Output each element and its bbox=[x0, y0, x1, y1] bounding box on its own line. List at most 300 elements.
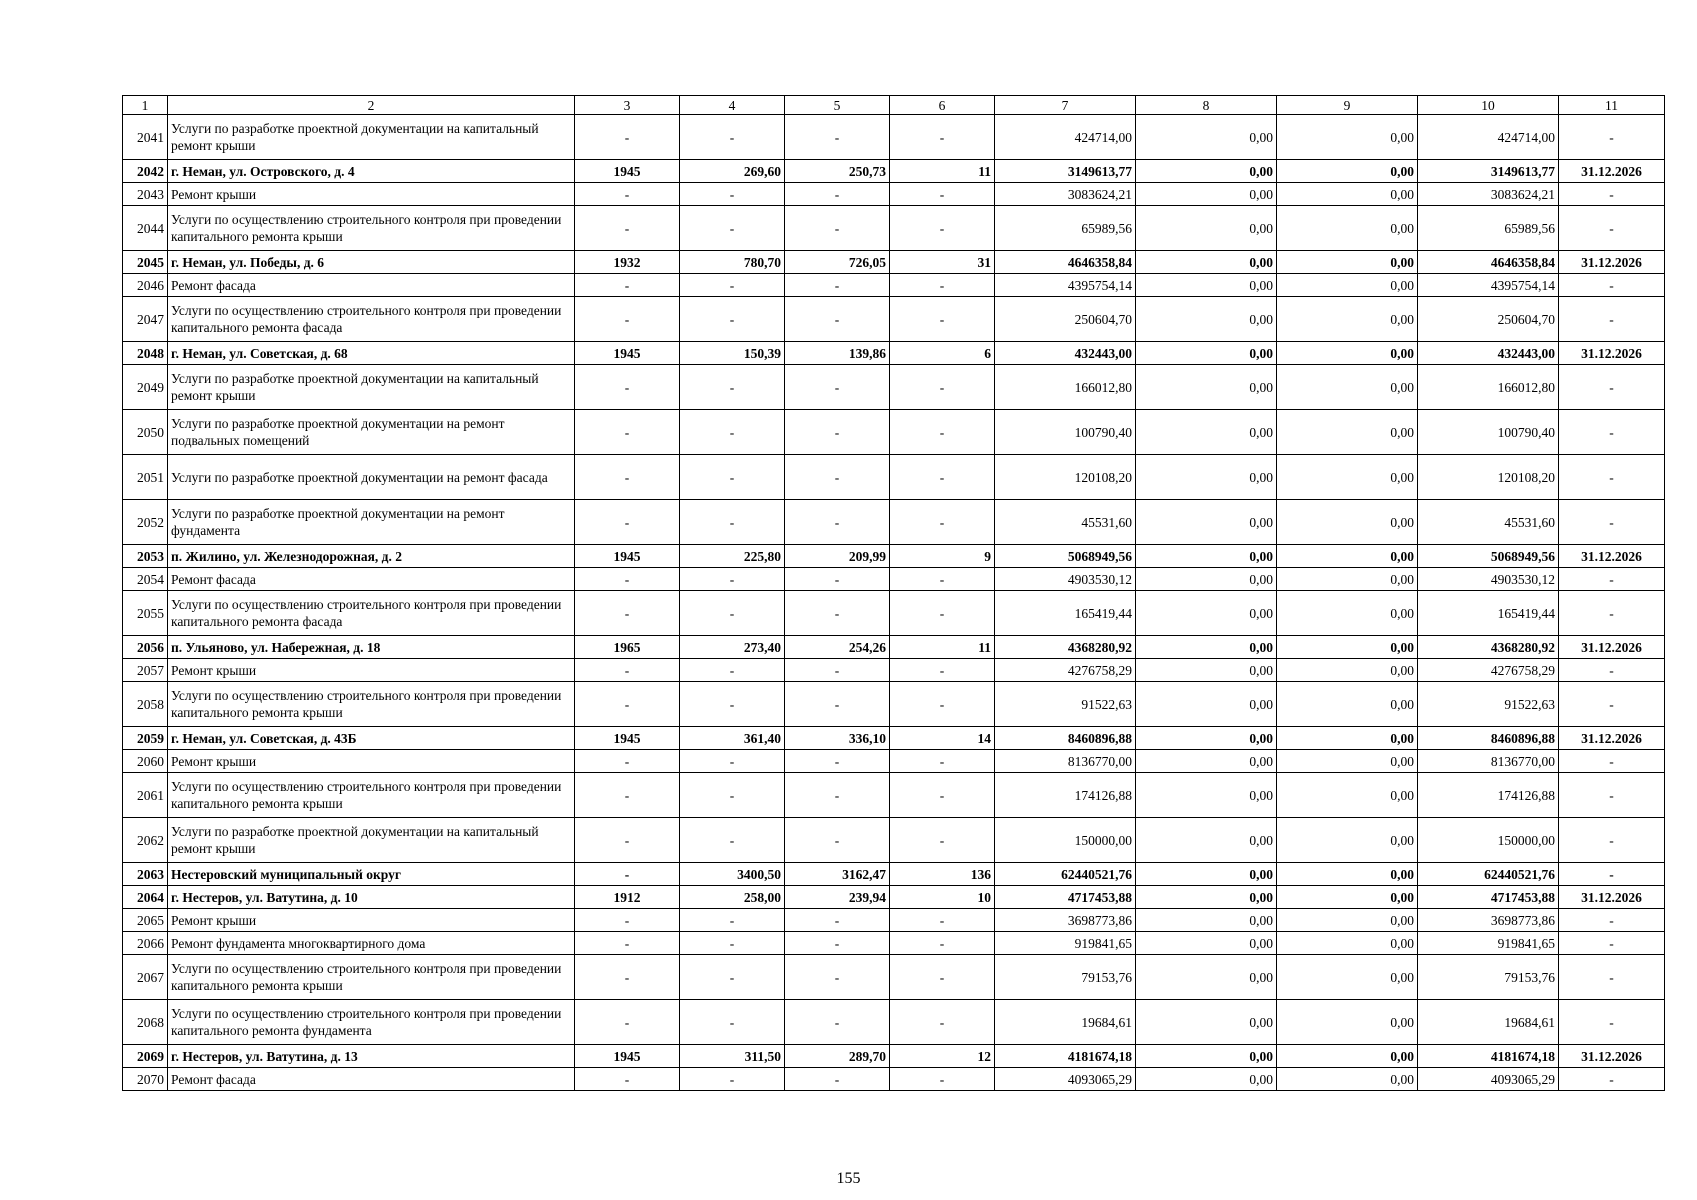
cell-owner-cost: 0,00 bbox=[1277, 773, 1418, 818]
table-row bbox=[123, 274, 1665, 297]
cell-residents: - bbox=[890, 206, 995, 251]
cell-fund-cost: 0,00 bbox=[1136, 365, 1277, 410]
cell-living-area: 726,05 bbox=[785, 251, 890, 274]
cell-residents: 11 bbox=[890, 636, 995, 659]
cell-total-area: 150,39 bbox=[680, 342, 785, 365]
cell-residents: 11 bbox=[890, 160, 995, 183]
table-row bbox=[123, 750, 1665, 773]
header-cell-completion-date: 11 bbox=[1559, 96, 1665, 115]
cell-residents: - bbox=[890, 500, 995, 545]
table-row bbox=[123, 773, 1665, 818]
table-row bbox=[123, 909, 1665, 932]
cell-total-cost-sum: 4395754,14 bbox=[1418, 274, 1559, 297]
cell-completion-date: - bbox=[1559, 750, 1665, 773]
cell-row-number: 2046 bbox=[123, 274, 168, 297]
cell-work-name: Услуги по осуществлению строительного контроля при проведении капитального ремонта крыши bbox=[168, 773, 575, 818]
cell-total-cost: 424714,00 bbox=[995, 115, 1136, 160]
table-row bbox=[123, 1000, 1665, 1045]
cell-residents: - bbox=[890, 274, 995, 297]
cell-living-area: - bbox=[785, 297, 890, 342]
cell-completion-date: 31.12.2026 bbox=[1559, 636, 1665, 659]
cell-living-area: - bbox=[785, 932, 890, 955]
cell-total-cost: 4276758,29 bbox=[995, 659, 1136, 682]
cell-work-name: Нестеровский муниципальный округ bbox=[168, 863, 575, 886]
cell-fund-cost: 0,00 bbox=[1136, 750, 1277, 773]
cell-living-area: 239,94 bbox=[785, 886, 890, 909]
cell-owner-cost: 0,00 bbox=[1277, 274, 1418, 297]
cell-row-number: 2044 bbox=[123, 206, 168, 251]
cell-completion-date: 31.12.2026 bbox=[1559, 886, 1665, 909]
cell-total-cost-sum: 424714,00 bbox=[1418, 115, 1559, 160]
cell-year-built: - bbox=[575, 183, 680, 206]
cell-living-area: - bbox=[785, 1068, 890, 1091]
register-table bbox=[122, 95, 1665, 1091]
cell-work-name: Услуги по осуществлению строительного контроля при проведении капитального ремонта крыши bbox=[168, 206, 575, 251]
cell-row-number: 2055 bbox=[123, 591, 168, 636]
cell-total-cost: 150000,00 bbox=[995, 818, 1136, 863]
cell-living-area: - bbox=[785, 274, 890, 297]
cell-total-cost-sum: 4276758,29 bbox=[1418, 659, 1559, 682]
cell-completion-date: - bbox=[1559, 818, 1665, 863]
cell-year-built: - bbox=[575, 115, 680, 160]
cell-owner-cost: 0,00 bbox=[1277, 115, 1418, 160]
cell-total-cost: 165419,44 bbox=[995, 591, 1136, 636]
cell-owner-cost: 0,00 bbox=[1277, 206, 1418, 251]
cell-owner-cost: 0,00 bbox=[1277, 455, 1418, 500]
cell-year-built: - bbox=[575, 297, 680, 342]
cell-completion-date: - bbox=[1559, 591, 1665, 636]
cell-fund-cost: 0,00 bbox=[1136, 863, 1277, 886]
cell-living-area: - bbox=[785, 115, 890, 160]
cell-completion-date: 31.12.2026 bbox=[1559, 1045, 1665, 1068]
cell-work-name: п. Ульяново, ул. Набережная, д. 18 bbox=[168, 636, 575, 659]
header-cell-owner-cost: 9 bbox=[1277, 96, 1418, 115]
cell-completion-date: - bbox=[1559, 297, 1665, 342]
cell-owner-cost: 0,00 bbox=[1277, 297, 1418, 342]
cell-living-area: 209,99 bbox=[785, 545, 890, 568]
cell-total-cost-sum: 3698773,86 bbox=[1418, 909, 1559, 932]
cell-living-area: 254,26 bbox=[785, 636, 890, 659]
cell-living-area: - bbox=[785, 773, 890, 818]
header-cell-living-area: 5 bbox=[785, 96, 890, 115]
cell-owner-cost: 0,00 bbox=[1277, 500, 1418, 545]
cell-total-cost-sum: 4717453,88 bbox=[1418, 886, 1559, 909]
cell-residents: - bbox=[890, 1068, 995, 1091]
cell-work-name: п. Жилино, ул. Железнодорожная, д. 2 bbox=[168, 545, 575, 568]
cell-owner-cost: 0,00 bbox=[1277, 659, 1418, 682]
cell-work-name: г. Неман, ул. Победы, д. 6 bbox=[168, 251, 575, 274]
cell-total-cost: 250604,70 bbox=[995, 297, 1136, 342]
cell-living-area: - bbox=[785, 955, 890, 1000]
cell-row-number: 2059 bbox=[123, 727, 168, 750]
cell-living-area: - bbox=[785, 365, 890, 410]
cell-residents: - bbox=[890, 183, 995, 206]
cell-living-area: 336,10 bbox=[785, 727, 890, 750]
cell-total-cost: 62440521,76 bbox=[995, 863, 1136, 886]
cell-living-area: - bbox=[785, 455, 890, 500]
cell-row-number: 2068 bbox=[123, 1000, 168, 1045]
cell-row-number: 2053 bbox=[123, 545, 168, 568]
cell-total-cost: 8460896,88 bbox=[995, 727, 1136, 750]
cell-living-area: - bbox=[785, 591, 890, 636]
cell-fund-cost: 0,00 bbox=[1136, 410, 1277, 455]
cell-total-area: - bbox=[680, 818, 785, 863]
cell-completion-date: - bbox=[1559, 455, 1665, 500]
cell-owner-cost: 0,00 bbox=[1277, 342, 1418, 365]
cell-work-name: г. Неман, ул. Советская, д. 43Б bbox=[168, 727, 575, 750]
cell-work-name: Ремонт фасада bbox=[168, 568, 575, 591]
cell-total-cost-sum: 120108,20 bbox=[1418, 455, 1559, 500]
cell-owner-cost: 0,00 bbox=[1277, 909, 1418, 932]
cell-completion-date: - bbox=[1559, 932, 1665, 955]
table-row bbox=[123, 365, 1665, 410]
cell-owner-cost: 0,00 bbox=[1277, 682, 1418, 727]
cell-completion-date: - bbox=[1559, 773, 1665, 818]
cell-year-built: - bbox=[575, 773, 680, 818]
cell-total-area: - bbox=[680, 932, 785, 955]
cell-completion-date: 31.12.2026 bbox=[1559, 545, 1665, 568]
table-row bbox=[123, 727, 1665, 750]
cell-owner-cost: 0,00 bbox=[1277, 365, 1418, 410]
table-row bbox=[123, 160, 1665, 183]
cell-fund-cost: 0,00 bbox=[1136, 932, 1277, 955]
cell-fund-cost: 0,00 bbox=[1136, 682, 1277, 727]
cell-total-area: - bbox=[680, 274, 785, 297]
table-row bbox=[123, 955, 1665, 1000]
cell-year-built: - bbox=[575, 659, 680, 682]
cell-row-number: 2061 bbox=[123, 773, 168, 818]
cell-year-built: - bbox=[575, 455, 680, 500]
cell-living-area: - bbox=[785, 568, 890, 591]
cell-row-number: 2049 bbox=[123, 365, 168, 410]
cell-total-area: - bbox=[680, 206, 785, 251]
cell-total-cost: 432443,00 bbox=[995, 342, 1136, 365]
cell-residents: - bbox=[890, 955, 995, 1000]
cell-work-name: Услуги по осуществлению строительного контроля при проведении капитального ремонта фасада bbox=[168, 297, 575, 342]
header-cell-total-cost: 7 bbox=[995, 96, 1136, 115]
cell-owner-cost: 0,00 bbox=[1277, 863, 1418, 886]
cell-total-area: - bbox=[680, 750, 785, 773]
cell-total-area: 361,40 bbox=[680, 727, 785, 750]
cell-fund-cost: 0,00 bbox=[1136, 659, 1277, 682]
cell-total-cost-sum: 79153,76 bbox=[1418, 955, 1559, 1000]
cell-total-cost-sum: 250604,70 bbox=[1418, 297, 1559, 342]
cell-living-area: - bbox=[785, 410, 890, 455]
table-row bbox=[123, 659, 1665, 682]
table-row bbox=[123, 886, 1665, 909]
cell-total-cost-sum: 62440521,76 bbox=[1418, 863, 1559, 886]
cell-completion-date: - bbox=[1559, 568, 1665, 591]
cell-total-cost: 166012,80 bbox=[995, 365, 1136, 410]
cell-residents: - bbox=[890, 909, 995, 932]
cell-work-name: Ремонт крыши bbox=[168, 183, 575, 206]
cell-row-number: 2050 bbox=[123, 410, 168, 455]
cell-total-cost: 100790,40 bbox=[995, 410, 1136, 455]
cell-total-cost-sum: 432443,00 bbox=[1418, 342, 1559, 365]
cell-total-area: - bbox=[680, 568, 785, 591]
cell-residents: 6 bbox=[890, 342, 995, 365]
table-row bbox=[123, 545, 1665, 568]
cell-work-name: Услуги по осуществлению строительного контроля при проведении капитального ремонта крыши bbox=[168, 955, 575, 1000]
cell-total-area: - bbox=[680, 410, 785, 455]
cell-total-cost: 174126,88 bbox=[995, 773, 1136, 818]
table-row bbox=[123, 500, 1665, 545]
cell-total-cost: 19684,61 bbox=[995, 1000, 1136, 1045]
cell-row-number: 2066 bbox=[123, 932, 168, 955]
cell-work-name: Услуги по разработке проектной документации на капитальный ремонт крыши bbox=[168, 115, 575, 160]
cell-living-area: - bbox=[785, 750, 890, 773]
cell-residents: - bbox=[890, 410, 995, 455]
cell-residents: - bbox=[890, 773, 995, 818]
cell-living-area: - bbox=[785, 818, 890, 863]
cell-residents: - bbox=[890, 455, 995, 500]
table-row bbox=[123, 636, 1665, 659]
cell-year-built: - bbox=[575, 750, 680, 773]
cell-total-area: - bbox=[680, 682, 785, 727]
cell-residents: 14 bbox=[890, 727, 995, 750]
cell-owner-cost: 0,00 bbox=[1277, 160, 1418, 183]
cell-total-cost-sum: 165419,44 bbox=[1418, 591, 1559, 636]
cell-total-cost-sum: 4646358,84 bbox=[1418, 251, 1559, 274]
cell-work-name: Услуги по осуществлению строительного контроля при проведении капитального ремонта фундамента bbox=[168, 1000, 575, 1045]
header-cell-row-number: 1 bbox=[123, 96, 168, 115]
cell-living-area: - bbox=[785, 206, 890, 251]
cell-row-number: 2054 bbox=[123, 568, 168, 591]
table-row bbox=[123, 863, 1665, 886]
cell-owner-cost: 0,00 bbox=[1277, 818, 1418, 863]
cell-year-built: - bbox=[575, 591, 680, 636]
cell-completion-date: - bbox=[1559, 1000, 1665, 1045]
cell-living-area: 289,70 bbox=[785, 1045, 890, 1068]
cell-year-built: 1965 bbox=[575, 636, 680, 659]
cell-living-area: - bbox=[785, 682, 890, 727]
cell-residents: - bbox=[890, 932, 995, 955]
table-row bbox=[123, 568, 1665, 591]
cell-fund-cost: 0,00 bbox=[1136, 342, 1277, 365]
cell-fund-cost: 0,00 bbox=[1136, 636, 1277, 659]
cell-total-cost-sum: 919841,65 bbox=[1418, 932, 1559, 955]
cell-fund-cost: 0,00 bbox=[1136, 206, 1277, 251]
cell-owner-cost: 0,00 bbox=[1277, 251, 1418, 274]
cell-living-area: - bbox=[785, 1000, 890, 1045]
cell-row-number: 2070 bbox=[123, 1068, 168, 1091]
cell-work-name: г. Неман, ул. Островского, д. 4 bbox=[168, 160, 575, 183]
cell-work-name: г. Неман, ул. Советская, д. 68 bbox=[168, 342, 575, 365]
cell-total-cost: 120108,20 bbox=[995, 455, 1136, 500]
cell-year-built: 1945 bbox=[575, 727, 680, 750]
cell-row-number: 2063 bbox=[123, 863, 168, 886]
cell-total-cost-sum: 91522,63 bbox=[1418, 682, 1559, 727]
cell-row-number: 2056 bbox=[123, 636, 168, 659]
cell-completion-date: - bbox=[1559, 500, 1665, 545]
cell-fund-cost: 0,00 bbox=[1136, 773, 1277, 818]
cell-total-area: - bbox=[680, 591, 785, 636]
cell-fund-cost: 0,00 bbox=[1136, 115, 1277, 160]
cell-row-number: 2041 bbox=[123, 115, 168, 160]
cell-residents: - bbox=[890, 682, 995, 727]
cell-total-area: - bbox=[680, 659, 785, 682]
cell-living-area: 3162,47 bbox=[785, 863, 890, 886]
cell-residents: - bbox=[890, 297, 995, 342]
cell-total-cost: 8136770,00 bbox=[995, 750, 1136, 773]
cell-completion-date: - bbox=[1559, 955, 1665, 1000]
cell-total-cost-sum: 8460896,88 bbox=[1418, 727, 1559, 750]
cell-living-area: 250,73 bbox=[785, 160, 890, 183]
cell-owner-cost: 0,00 bbox=[1277, 1045, 1418, 1068]
header-cell-fund-cost: 8 bbox=[1136, 96, 1277, 115]
cell-completion-date: - bbox=[1559, 410, 1665, 455]
cell-total-cost: 3698773,86 bbox=[995, 909, 1136, 932]
cell-row-number: 2052 bbox=[123, 500, 168, 545]
cell-fund-cost: 0,00 bbox=[1136, 545, 1277, 568]
cell-total-cost: 91522,63 bbox=[995, 682, 1136, 727]
cell-owner-cost: 0,00 bbox=[1277, 727, 1418, 750]
cell-year-built: - bbox=[575, 206, 680, 251]
cell-fund-cost: 0,00 bbox=[1136, 818, 1277, 863]
cell-row-number: 2069 bbox=[123, 1045, 168, 1068]
cell-row-number: 2042 bbox=[123, 160, 168, 183]
cell-work-name: г. Нестеров, ул. Ватутина, д. 10 bbox=[168, 886, 575, 909]
cell-total-cost: 5068949,56 bbox=[995, 545, 1136, 568]
cell-completion-date: - bbox=[1559, 206, 1665, 251]
cell-fund-cost: 0,00 bbox=[1136, 160, 1277, 183]
cell-row-number: 2051 bbox=[123, 455, 168, 500]
cell-year-built: - bbox=[575, 568, 680, 591]
cell-year-built: 1912 bbox=[575, 886, 680, 909]
table-row bbox=[123, 932, 1665, 955]
cell-total-cost: 4395754,14 bbox=[995, 274, 1136, 297]
cell-residents: - bbox=[890, 750, 995, 773]
cell-total-area: 3400,50 bbox=[680, 863, 785, 886]
cell-total-cost-sum: 4181674,18 bbox=[1418, 1045, 1559, 1068]
cell-owner-cost: 0,00 bbox=[1277, 568, 1418, 591]
cell-year-built: - bbox=[575, 909, 680, 932]
cell-completion-date: - bbox=[1559, 659, 1665, 682]
cell-total-cost: 79153,76 bbox=[995, 955, 1136, 1000]
cell-total-area: 311,50 bbox=[680, 1045, 785, 1068]
cell-living-area: 139,86 bbox=[785, 342, 890, 365]
cell-work-name: Услуги по осуществлению строительного контроля при проведении капитального ремонта фасада bbox=[168, 591, 575, 636]
cell-fund-cost: 0,00 bbox=[1136, 909, 1277, 932]
cell-total-cost-sum: 19684,61 bbox=[1418, 1000, 1559, 1045]
cell-residents: - bbox=[890, 1000, 995, 1045]
table-row bbox=[123, 206, 1665, 251]
cell-fund-cost: 0,00 bbox=[1136, 1068, 1277, 1091]
cell-total-cost: 3083624,21 bbox=[995, 183, 1136, 206]
cell-row-number: 2047 bbox=[123, 297, 168, 342]
cell-total-cost: 65989,56 bbox=[995, 206, 1136, 251]
cell-living-area: - bbox=[785, 659, 890, 682]
cell-fund-cost: 0,00 bbox=[1136, 591, 1277, 636]
cell-fund-cost: 0,00 bbox=[1136, 251, 1277, 274]
cell-living-area: - bbox=[785, 500, 890, 545]
cell-residents: - bbox=[890, 591, 995, 636]
cell-completion-date: 31.12.2026 bbox=[1559, 727, 1665, 750]
cell-fund-cost: 0,00 bbox=[1136, 500, 1277, 545]
cell-fund-cost: 0,00 bbox=[1136, 183, 1277, 206]
table-row bbox=[123, 818, 1665, 863]
header-cell-work-name: 2 bbox=[168, 96, 575, 115]
cell-total-area: - bbox=[680, 115, 785, 160]
cell-completion-date: - bbox=[1559, 1068, 1665, 1091]
cell-total-cost-sum: 150000,00 bbox=[1418, 818, 1559, 863]
cell-residents: - bbox=[890, 115, 995, 160]
cell-row-number: 2065 bbox=[123, 909, 168, 932]
cell-row-number: 2057 bbox=[123, 659, 168, 682]
cell-fund-cost: 0,00 bbox=[1136, 955, 1277, 1000]
cell-total-cost: 919841,65 bbox=[995, 932, 1136, 955]
cell-work-name: Услуги по разработке проектной документации на капитальный ремонт крыши bbox=[168, 818, 575, 863]
cell-fund-cost: 0,00 bbox=[1136, 297, 1277, 342]
cell-year-built: - bbox=[575, 818, 680, 863]
cell-year-built: - bbox=[575, 365, 680, 410]
table-row bbox=[123, 682, 1665, 727]
cell-total-area: - bbox=[680, 955, 785, 1000]
cell-work-name: Ремонт крыши bbox=[168, 659, 575, 682]
cell-completion-date: - bbox=[1559, 909, 1665, 932]
cell-total-cost: 4717453,88 bbox=[995, 886, 1136, 909]
cell-total-cost: 4903530,12 bbox=[995, 568, 1136, 591]
cell-work-name: Ремонт крыши bbox=[168, 909, 575, 932]
cell-total-area: - bbox=[680, 365, 785, 410]
cell-total-area: 273,40 bbox=[680, 636, 785, 659]
table-row bbox=[123, 251, 1665, 274]
cell-residents: - bbox=[890, 568, 995, 591]
cell-owner-cost: 0,00 bbox=[1277, 932, 1418, 955]
cell-fund-cost: 0,00 bbox=[1136, 727, 1277, 750]
table-row bbox=[123, 115, 1665, 160]
cell-total-cost-sum: 166012,80 bbox=[1418, 365, 1559, 410]
cell-fund-cost: 0,00 bbox=[1136, 1045, 1277, 1068]
cell-completion-date: - bbox=[1559, 115, 1665, 160]
header-cell-residents: 6 bbox=[890, 96, 995, 115]
cell-total-area: - bbox=[680, 455, 785, 500]
cell-work-name: Ремонт крыши bbox=[168, 750, 575, 773]
cell-living-area: - bbox=[785, 183, 890, 206]
cell-total-cost-sum: 4368280,92 bbox=[1418, 636, 1559, 659]
register-table-container bbox=[122, 95, 1664, 1091]
cell-total-cost: 3149613,77 bbox=[995, 160, 1136, 183]
cell-total-cost-sum: 45531,60 bbox=[1418, 500, 1559, 545]
cell-residents: 10 bbox=[890, 886, 995, 909]
table-body bbox=[123, 96, 1665, 1091]
cell-total-area: 780,70 bbox=[680, 251, 785, 274]
cell-row-number: 2060 bbox=[123, 750, 168, 773]
table-row bbox=[123, 455, 1665, 500]
cell-total-area: - bbox=[680, 297, 785, 342]
cell-total-cost-sum: 4093065,29 bbox=[1418, 1068, 1559, 1091]
cell-owner-cost: 0,00 bbox=[1277, 1000, 1418, 1045]
cell-total-cost-sum: 3083624,21 bbox=[1418, 183, 1559, 206]
cell-total-cost-sum: 174126,88 bbox=[1418, 773, 1559, 818]
cell-owner-cost: 0,00 bbox=[1277, 636, 1418, 659]
cell-owner-cost: 0,00 bbox=[1277, 410, 1418, 455]
cell-owner-cost: 0,00 bbox=[1277, 545, 1418, 568]
cell-row-number: 2062 bbox=[123, 818, 168, 863]
cell-total-area: - bbox=[680, 1000, 785, 1045]
cell-residents: 31 bbox=[890, 251, 995, 274]
cell-completion-date: 31.12.2026 bbox=[1559, 342, 1665, 365]
cell-year-built: 1945 bbox=[575, 545, 680, 568]
cell-year-built: - bbox=[575, 955, 680, 1000]
cell-row-number: 2048 bbox=[123, 342, 168, 365]
cell-year-built: 1945 bbox=[575, 160, 680, 183]
cell-owner-cost: 0,00 bbox=[1277, 1068, 1418, 1091]
table-row bbox=[123, 591, 1665, 636]
cell-year-built: 1945 bbox=[575, 342, 680, 365]
cell-work-name: Услуги по разработке проектной документации на ремонт фундамента bbox=[168, 500, 575, 545]
table-row bbox=[123, 1068, 1665, 1091]
